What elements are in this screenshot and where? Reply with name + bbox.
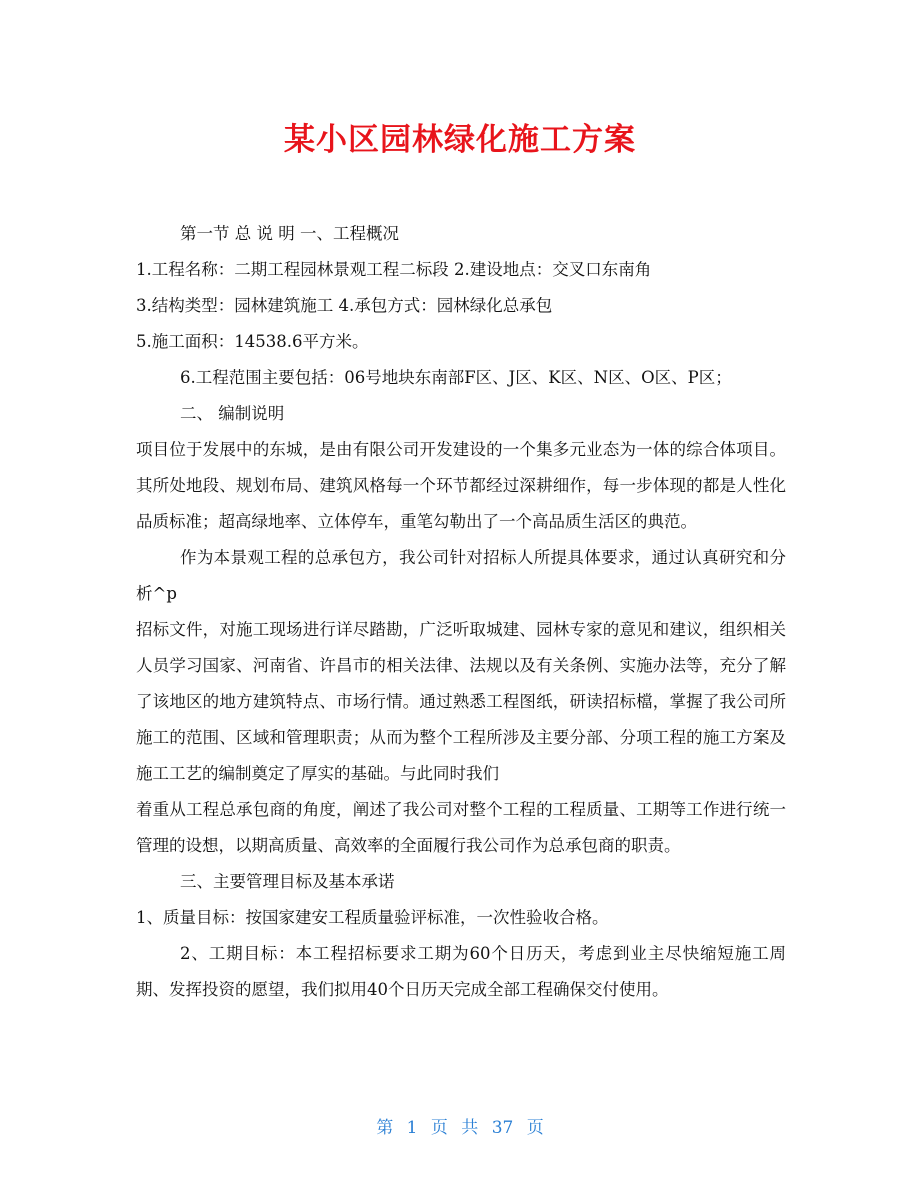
document-body <box>136 216 786 1008</box>
paragraph-contractor-b: 招标文件，对施工现场进行详尽踏勘，广泛听取城建、园林专家的意见和建议，组织相关人员学习国家、河南省、许昌市的相关法律、法规以及有关条例、实施办法等，充分了解了该地区的地方建筑特点、市场行情。通过熟悉工程图纸，研读招标檔，掌握了我公司所施工的范围、区域和管理职责；从而为整个工程所涉及主要分部、分项工程的施工方案及施工工艺的编制奠定了厚实的基础。与此同时我们 <box>136 620 786 783</box>
paragraph-contractor-a: 作为本景观工程的总承包方，我公司针对招标人所提具体要求，通过认真研究和分析^p <box>136 548 786 603</box>
section1-heading: 第一节 总 说 明 一、工程概况 <box>180 224 399 243</box>
item-3-4: 3.结构类型：园林建筑施工 4.承包方式：园林绿化总承包 <box>136 296 553 315</box>
paragraph-contractor-c: 着重从工程总承包商的角度，阐述了我公司对整个工程的工程质量、工期等工作进行统一管理的设想，以期高质量、高效率的全面履行我公司作为总承包商的职责。 <box>136 800 786 855</box>
item-6: 6.工程范围主要包括：06号地块东南部F区、J区、K区、N区、O区、P区； <box>180 368 732 387</box>
goal-quality: 1、质量目标：按国家建安工程质量验评标准，一次性验收合格。 <box>136 908 609 927</box>
goal-schedule: 2、工期目标：本工程招标要求工期为60个日历天，考虑到业主尽快缩短施工周期、发挥投资的愿望，我们拟用40个日历天完成全部工程确保交付使用。 <box>136 944 786 999</box>
item-5: 5.施工面积：14538.6平方米。 <box>136 332 369 351</box>
section2-heading: 二、 编制说明 <box>180 404 285 423</box>
item-1-2: 1.工程名称：二期工程园林景观工程二标段 2.建设地点：交叉口东南角 <box>136 260 652 279</box>
document-title: 某小区园林绿化施工方案 <box>284 122 636 158</box>
paragraph-project-intro: 项目位于发展中的东城，是由有限公司开发建设的一个集多元业态为一体的综合体项目。其所处地段、规划布局、建筑风格每一个环节都经过深耕细作，每一步体现的都是人性化品质标准；超高绿地率、立体停车，重笔勾勒出了一个高品质生活区的典范。 <box>136 440 786 531</box>
section3-heading: 三、主要管理目标及基本承诺 <box>180 872 395 891</box>
page-number-footer: 第 1 页 共 37 页 <box>376 1118 544 1138</box>
